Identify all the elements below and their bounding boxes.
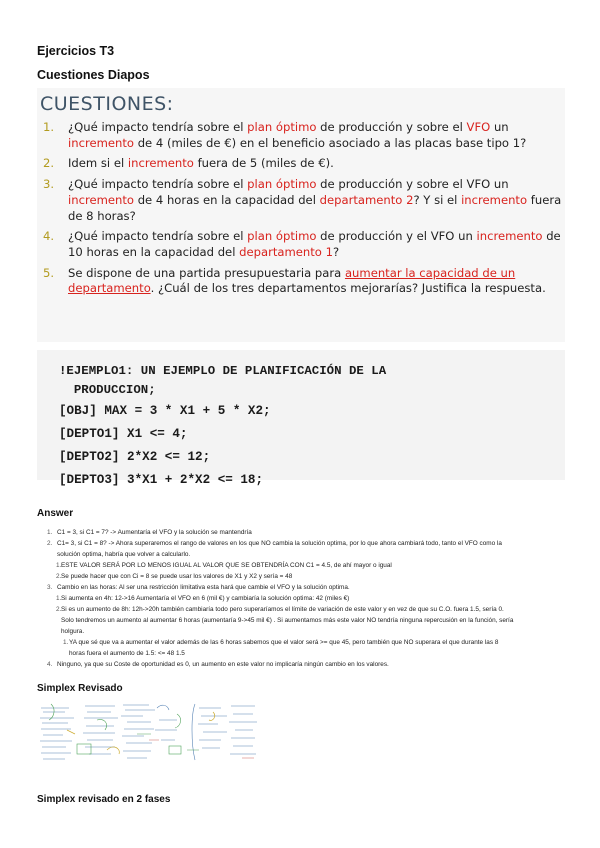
question-text: ? Y si el <box>413 192 462 207</box>
answer-item-text: Si es un aumento de 8h: 12h->20h también cambiaría todo pero superaríamos el límite de variación de este valor y en vez de que su C.O. fuera 1.5, sería 0. <box>61 606 504 613</box>
highlight-text: incremento <box>68 192 135 207</box>
answer-item-number: 1. <box>63 639 69 646</box>
question-text: ? <box>332 244 340 259</box>
question-text: . ¿Cuál de los tres departamentos mejorarías? Justifica la respuesta. <box>150 281 546 296</box>
highlight-text: incremento <box>461 192 528 207</box>
question-text: de producción y el VFO un <box>316 229 477 244</box>
answer-item <box>37 538 572 560</box>
answer-item-number: 2. <box>47 540 53 547</box>
code-line: [OBJ] MAX = 3 * X1 + 5 * X2; <box>59 404 271 418</box>
answer-item-text: Si aumenta en 4h: 12->16 Aumentaría el VFO en 6 (mil €) y cambiaría la solución optima: 42 (miles €) <box>61 595 350 602</box>
highlight-text: incremento <box>476 229 543 244</box>
question-text: de 4 (miles de €) en el beneficio asociado a las placas base tipo 1? <box>134 135 527 150</box>
question-item <box>37 229 565 260</box>
simplex-2-phases-heading: Simplex revisado en 2 fases <box>37 794 171 805</box>
answer-item-text: Ninguno, ya que su Coste de oportunidad es 0, un aumento en este valor no implicaría ningún cambio en los valores. <box>57 661 389 668</box>
answer-item-number: 2. <box>56 606 62 613</box>
answer-item <box>37 571 572 582</box>
code-line: !EJEMPLO1: UN EJEMPLO DE PLANIFICACIÓN DE LA <box>59 364 387 378</box>
section-title: Cuestiones Diapos <box>37 68 150 82</box>
code-line: [DEPTO2] 2*X2 <= 12; <box>59 450 211 464</box>
answer-item-number: 3. <box>47 584 53 591</box>
answer-item <box>37 582 572 593</box>
question-text: fuera de 5 (miles de €). <box>193 156 334 171</box>
answer-item-number: 1. <box>47 529 53 536</box>
cuestiones-slide <box>37 88 565 342</box>
question-text: Idem si el <box>68 156 128 171</box>
question-number: 4. <box>43 229 55 244</box>
answer-item-text: Se puede hacer que con Ci = 8 se puede usar los valores de X1 y X2 y sería = 48 <box>61 573 293 580</box>
answer-item-number: 1. <box>56 595 62 602</box>
answer-item-number: 2. <box>56 573 62 580</box>
highlight-text: plan óptimo <box>247 120 317 134</box>
question-text: un <box>490 120 509 134</box>
lingo-code-slide <box>37 350 565 487</box>
answer-item <box>37 593 572 604</box>
question-text: ¿Qué impacto tendría sobre el <box>68 120 248 134</box>
answer-item-text: C1= 3, si C1 = 8? -> Ahora superaremos el rango de valores en los que NO cambia la solución optima, por lo que ahora cambiará todo, tanto el VFO como la <box>57 540 502 547</box>
highlight-text: incremento <box>127 156 194 171</box>
question-item <box>37 266 565 297</box>
question-text: de producción y sobre el VFO un <box>316 177 509 192</box>
answer-item <box>37 659 572 670</box>
highlight-text: departamento 2 <box>319 192 414 207</box>
highlight-text: plan óptimo <box>247 177 317 192</box>
answer-item-number: 4. <box>47 661 53 668</box>
answer-item-text: Solo tendremos un aumento al aumentar 6 horas (aumentaría 9->45 mil €) . Si aumentamos más este valor NO tendría ninguna repercusión en la función, sería <box>61 617 514 624</box>
answer-item <box>37 527 572 538</box>
highlight-text: plan óptimo <box>247 229 317 244</box>
question-text: de 10 horas en la capacidad del <box>68 229 561 259</box>
answer-item-text: horas fuera el aumento de 1.5: <= 48 1.5 <box>69 650 185 657</box>
answer-item-text: Cambio en las horas: Al ser una restricción limitativa esta hará que cambie el VFO y la solución optima. <box>57 584 350 591</box>
code-line: [DEPTO3] 3*X1 + 2*X2 <= 18; <box>59 473 264 487</box>
question-text: fuera de 8 horas? <box>68 192 562 223</box>
question-text: Se dispone de una partida presupuestaria para <box>68 265 345 280</box>
slide-title: CUESTIONES: <box>40 93 174 115</box>
question-text: de 4 horas en la capacidad del <box>134 192 320 207</box>
highlight-text: VFO <box>466 120 491 134</box>
code-line: [DEPTO1] X1 <= 4; <box>59 427 188 441</box>
simplex-heading: Simplex Revisado <box>37 683 123 694</box>
answer-item-text: YA que sé que va a aumentar el valor además de las 6 horas sabemos que el valor será >= que 45, pero también que NO superara el que durante las 8 <box>69 639 499 646</box>
question-text: de producción y sobre el <box>316 120 467 134</box>
answer-item <box>37 560 572 571</box>
page-title: Ejercicios T3 <box>37 44 115 58</box>
code-block <box>59 362 559 492</box>
code-line: PRODUCCION; <box>59 383 156 397</box>
answer-heading: Answer <box>37 508 74 519</box>
question-text: ¿Qué impacto tendría sobre el <box>68 229 248 244</box>
question-item <box>37 120 565 151</box>
answer-list <box>37 527 572 670</box>
highlight-text: aumentar la capacidad de un departamento <box>68 265 516 296</box>
answer-item <box>37 637 572 659</box>
answer-item-text: solución optima, habría que volver a calcularlo. <box>57 551 191 558</box>
answer-item <box>37 604 572 637</box>
question-number: 2. <box>43 156 55 171</box>
highlight-text: departamento 1 <box>239 244 333 259</box>
answer-item-text: holgura. <box>61 628 85 635</box>
handwritten-notes-image <box>37 700 267 766</box>
question-number: 5. <box>43 265 55 280</box>
question-text: ¿Qué impacto tendría sobre el <box>68 177 248 192</box>
answer-item-number: 1. <box>56 562 62 569</box>
question-item <box>37 177 565 224</box>
answer-item-text: ESTE VALOR SERÁ POR LO MENOS IGUAL AL VALOR QUE SE OBTENDRÍA CON C1 = 4.5, de ahí mayor o igual <box>61 562 392 569</box>
question-number: 3. <box>43 177 55 192</box>
highlight-text: incremento <box>68 135 135 150</box>
question-item <box>37 156 565 172</box>
question-list <box>37 120 565 302</box>
question-number: 1. <box>43 120 55 134</box>
answer-item-text: C1 = 3, si C1 = 7? -> Aumentaría el VFO y la solución se mantendría <box>57 529 252 536</box>
